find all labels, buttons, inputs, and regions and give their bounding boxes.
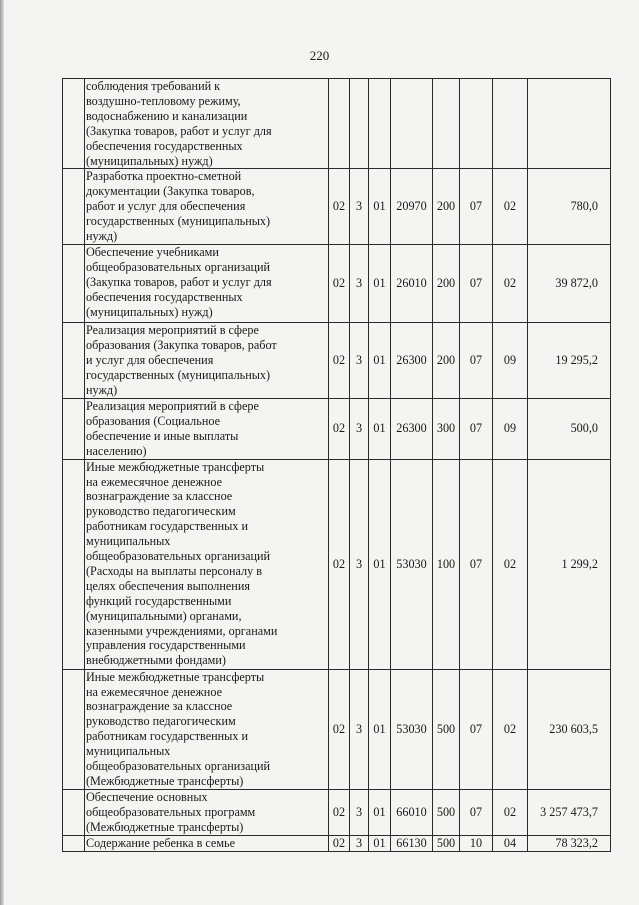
code-cell-c3: 01 xyxy=(369,789,391,835)
expense-name-line: нужд) xyxy=(86,382,118,397)
code-cell-c7: 02 xyxy=(493,789,528,835)
expense-name-line: на ежемесячное денежное xyxy=(86,684,222,699)
code-cell-c2: 3 xyxy=(350,244,369,322)
table-row xyxy=(63,244,611,322)
code-cell-c3: 01 xyxy=(369,398,391,459)
row-gutter-cell xyxy=(63,322,85,398)
code-cell-c2: 3 xyxy=(350,669,369,789)
table-row xyxy=(63,789,611,835)
expense-name-line: (Межбюджетные трансферты) xyxy=(86,773,244,788)
code-cell-c2: 3 xyxy=(350,835,369,851)
code-cell-c4: 20970 xyxy=(391,169,433,245)
code-cell-c5: 200 xyxy=(433,244,460,322)
expense-name-line: (Расходы на выплаты персоналу в xyxy=(86,563,263,578)
code-cell-c3: 01 xyxy=(369,169,391,245)
code-cell-c2: 3 xyxy=(350,459,369,669)
expense-name-line: Содержание ребенка в семье xyxy=(86,835,236,850)
code-cell-c1: 02 xyxy=(329,169,350,245)
expense-name-line: вознаграждение за классное xyxy=(86,489,233,504)
expense-name-line: (Межбюджетные трансферты) xyxy=(86,819,244,834)
code-cell-c5: 500 xyxy=(433,669,460,789)
expense-name-cell xyxy=(85,79,329,169)
code-cell-c1: 02 xyxy=(329,835,350,851)
code-cell-c4: 66130 xyxy=(391,835,433,851)
row-gutter-cell xyxy=(63,79,85,169)
expense-name-line: руководство педагогическим xyxy=(86,714,236,729)
expense-name-cell xyxy=(85,244,329,322)
expense-name-line: (Закупка товаров, работ и услуг для xyxy=(86,123,272,138)
code-cell-c4 xyxy=(391,79,433,169)
expense-name-line: обеспечения государственных xyxy=(86,289,243,304)
code-cell-c1: 02 xyxy=(329,789,350,835)
table-row xyxy=(63,835,611,851)
code-cell-c5: 200 xyxy=(433,322,460,398)
expense-name-cell xyxy=(85,169,329,245)
budget-table xyxy=(62,78,611,852)
code-cell-c2: 3 xyxy=(350,169,369,245)
expense-name-line: работникам государственных и xyxy=(86,519,249,534)
code-cell-c2: 3 xyxy=(350,398,369,459)
code-cell-c7: 09 xyxy=(493,398,528,459)
expense-name-line: руководство педагогическим xyxy=(86,504,236,519)
expense-name-line: Реализация мероприятий в сфере xyxy=(86,398,259,413)
expense-name-line: водоснабжению и канализации xyxy=(86,108,248,123)
code-cell-c1: 02 xyxy=(329,322,350,398)
code-cell-c6: 07 xyxy=(460,459,493,669)
expense-name-line: (муниципальных) нужд) xyxy=(86,153,213,168)
code-cell-c1: 02 xyxy=(329,669,350,789)
expense-name-line: муниципальных xyxy=(86,744,171,759)
expense-name-line: образования (Закупка товаров, работ xyxy=(86,337,277,352)
code-cell-c1: 02 xyxy=(329,398,350,459)
amount-cell: 500,0 xyxy=(528,398,611,459)
code-cell-c3: 01 xyxy=(369,244,391,322)
expense-name-line: документации (Закупка товаров, xyxy=(86,184,255,199)
expense-name-line: обеспечение и иные выплаты xyxy=(86,428,239,443)
expense-name-line: вознаграждение за классное xyxy=(86,699,233,714)
expense-name-line: муниципальных xyxy=(86,534,171,549)
code-cell-c4: 26300 xyxy=(391,398,433,459)
code-cell-c7: 02 xyxy=(493,669,528,789)
expense-name-line: государственных (муниципальных) xyxy=(86,214,271,229)
code-cell-c5: 500 xyxy=(433,789,460,835)
code-cell-c3: 01 xyxy=(369,322,391,398)
table-row xyxy=(63,169,611,245)
expense-name-line: на ежемесячное денежное xyxy=(86,474,222,489)
amount-cell: 39 872,0 xyxy=(528,244,611,322)
row-gutter-cell xyxy=(63,835,85,851)
row-gutter-cell xyxy=(63,789,85,835)
expense-name-cell xyxy=(85,459,329,669)
amount-cell: 230 603,5 xyxy=(528,669,611,789)
expense-name-line: работ и услуг для обеспечения xyxy=(86,199,246,214)
expense-name-cell xyxy=(85,789,329,835)
expense-name-line: общеобразовательных организаций xyxy=(86,549,271,564)
code-cell-c7: 04 xyxy=(493,835,528,851)
expense-name-line: казенными учреждениями, органами xyxy=(86,623,278,638)
expense-name-cell xyxy=(85,669,329,789)
expense-name-line: управления государственными xyxy=(86,638,246,653)
expense-name-line: работникам государственных и xyxy=(86,729,249,744)
code-cell-c6: 07 xyxy=(460,169,493,245)
expense-name-line: Обеспечение учебниками xyxy=(86,244,219,259)
code-cell-c5 xyxy=(433,79,460,169)
expense-name-line: Реализация мероприятий в сфере xyxy=(86,322,259,337)
expense-name-line: (Закупка товаров, работ и услуг для xyxy=(86,274,272,289)
expense-name-cell xyxy=(85,398,329,459)
expense-name-line: образования (Социальное xyxy=(86,413,220,428)
code-cell-c3: 01 xyxy=(369,835,391,851)
expense-name-line: общеобразовательных организаций xyxy=(86,259,271,274)
row-gutter-cell xyxy=(63,398,85,459)
table-row xyxy=(63,398,611,459)
code-cell-c1: 02 xyxy=(329,244,350,322)
expense-name-line: нужд) xyxy=(86,229,118,244)
scan-edge xyxy=(0,0,4,905)
expense-name-line: и услуг для обеспечения xyxy=(86,352,214,367)
code-cell-c2: 3 xyxy=(350,789,369,835)
code-cell-c3: 01 xyxy=(369,459,391,669)
code-cell-c1: 02 xyxy=(329,459,350,669)
amount-cell: 3 257 473,7 xyxy=(528,789,611,835)
code-cell-c5: 500 xyxy=(433,835,460,851)
code-cell-c6: 07 xyxy=(460,244,493,322)
row-gutter-cell xyxy=(63,169,85,245)
code-cell-c2 xyxy=(350,79,369,169)
code-cell-c4: 53030 xyxy=(391,459,433,669)
code-cell-c7: 09 xyxy=(493,322,528,398)
code-cell-c4: 53030 xyxy=(391,669,433,789)
amount-cell: 19 295,2 xyxy=(528,322,611,398)
table-row xyxy=(63,79,611,169)
expense-name-line: Иные межбюджетные трансферты xyxy=(86,459,265,474)
code-cell-c6: 07 xyxy=(460,789,493,835)
code-cell-c7: 02 xyxy=(493,459,528,669)
code-cell-c6: 07 xyxy=(460,398,493,459)
expense-name-line: общеобразовательных организаций xyxy=(86,759,271,774)
expense-name-line: Иные межбюджетные трансферты xyxy=(86,669,265,684)
expense-name-line: Разработка проектно-сметной xyxy=(86,169,242,184)
code-cell-c5: 100 xyxy=(433,459,460,669)
amount-cell: 78 323,2 xyxy=(528,835,611,851)
expense-name-line: населению) xyxy=(86,443,147,458)
code-cell-c3 xyxy=(369,79,391,169)
code-cell-c7 xyxy=(493,79,528,169)
code-cell-c5: 200 xyxy=(433,169,460,245)
table-row xyxy=(63,669,611,789)
page-number: 220 xyxy=(309,48,330,63)
expense-name-line: целях обеспечения выполнения xyxy=(86,578,250,593)
table-row xyxy=(63,322,611,398)
code-cell-c3: 01 xyxy=(369,669,391,789)
code-cell-c2: 3 xyxy=(350,322,369,398)
amount-cell: 780,0 xyxy=(528,169,611,245)
expense-name-line: воздушно-тепловому режиму, xyxy=(86,93,241,108)
code-cell-c6: 10 xyxy=(460,835,493,851)
expense-name-line: (муниципальных) нужд) xyxy=(86,304,213,319)
amount-cell: 1 299,2 xyxy=(528,459,611,669)
expense-name-line: (муниципальными) органами, xyxy=(86,608,242,623)
code-cell-c1 xyxy=(329,79,350,169)
expense-name-line: соблюдения требований к xyxy=(86,79,221,93)
table-row xyxy=(63,459,611,669)
row-gutter-cell xyxy=(63,669,85,789)
row-gutter-cell xyxy=(63,244,85,322)
expense-name-line: общеобразовательных программ xyxy=(86,804,256,819)
expense-name-cell xyxy=(85,835,329,851)
row-gutter-cell xyxy=(63,459,85,669)
code-cell-c6: 07 xyxy=(460,669,493,789)
expense-name-line: государственных (муниципальных) xyxy=(86,367,271,382)
expense-name-line: обеспечения государственных xyxy=(86,138,243,153)
code-cell-c7: 02 xyxy=(493,244,528,322)
code-cell-c4: 66010 xyxy=(391,789,433,835)
amount-cell xyxy=(528,79,611,169)
expense-name-line: функций государственными xyxy=(86,593,232,608)
expense-name-line: внебюджетными фондами) xyxy=(86,653,226,668)
code-cell-c4: 26300 xyxy=(391,322,433,398)
code-cell-c5: 300 xyxy=(433,398,460,459)
expense-name-line: Обеспечение основных xyxy=(86,789,208,804)
expense-name-cell xyxy=(85,322,329,398)
code-cell-c6: 07 xyxy=(460,322,493,398)
code-cell-c7: 02 xyxy=(493,169,528,245)
code-cell-c4: 26010 xyxy=(391,244,433,322)
code-cell-c6 xyxy=(460,79,493,169)
